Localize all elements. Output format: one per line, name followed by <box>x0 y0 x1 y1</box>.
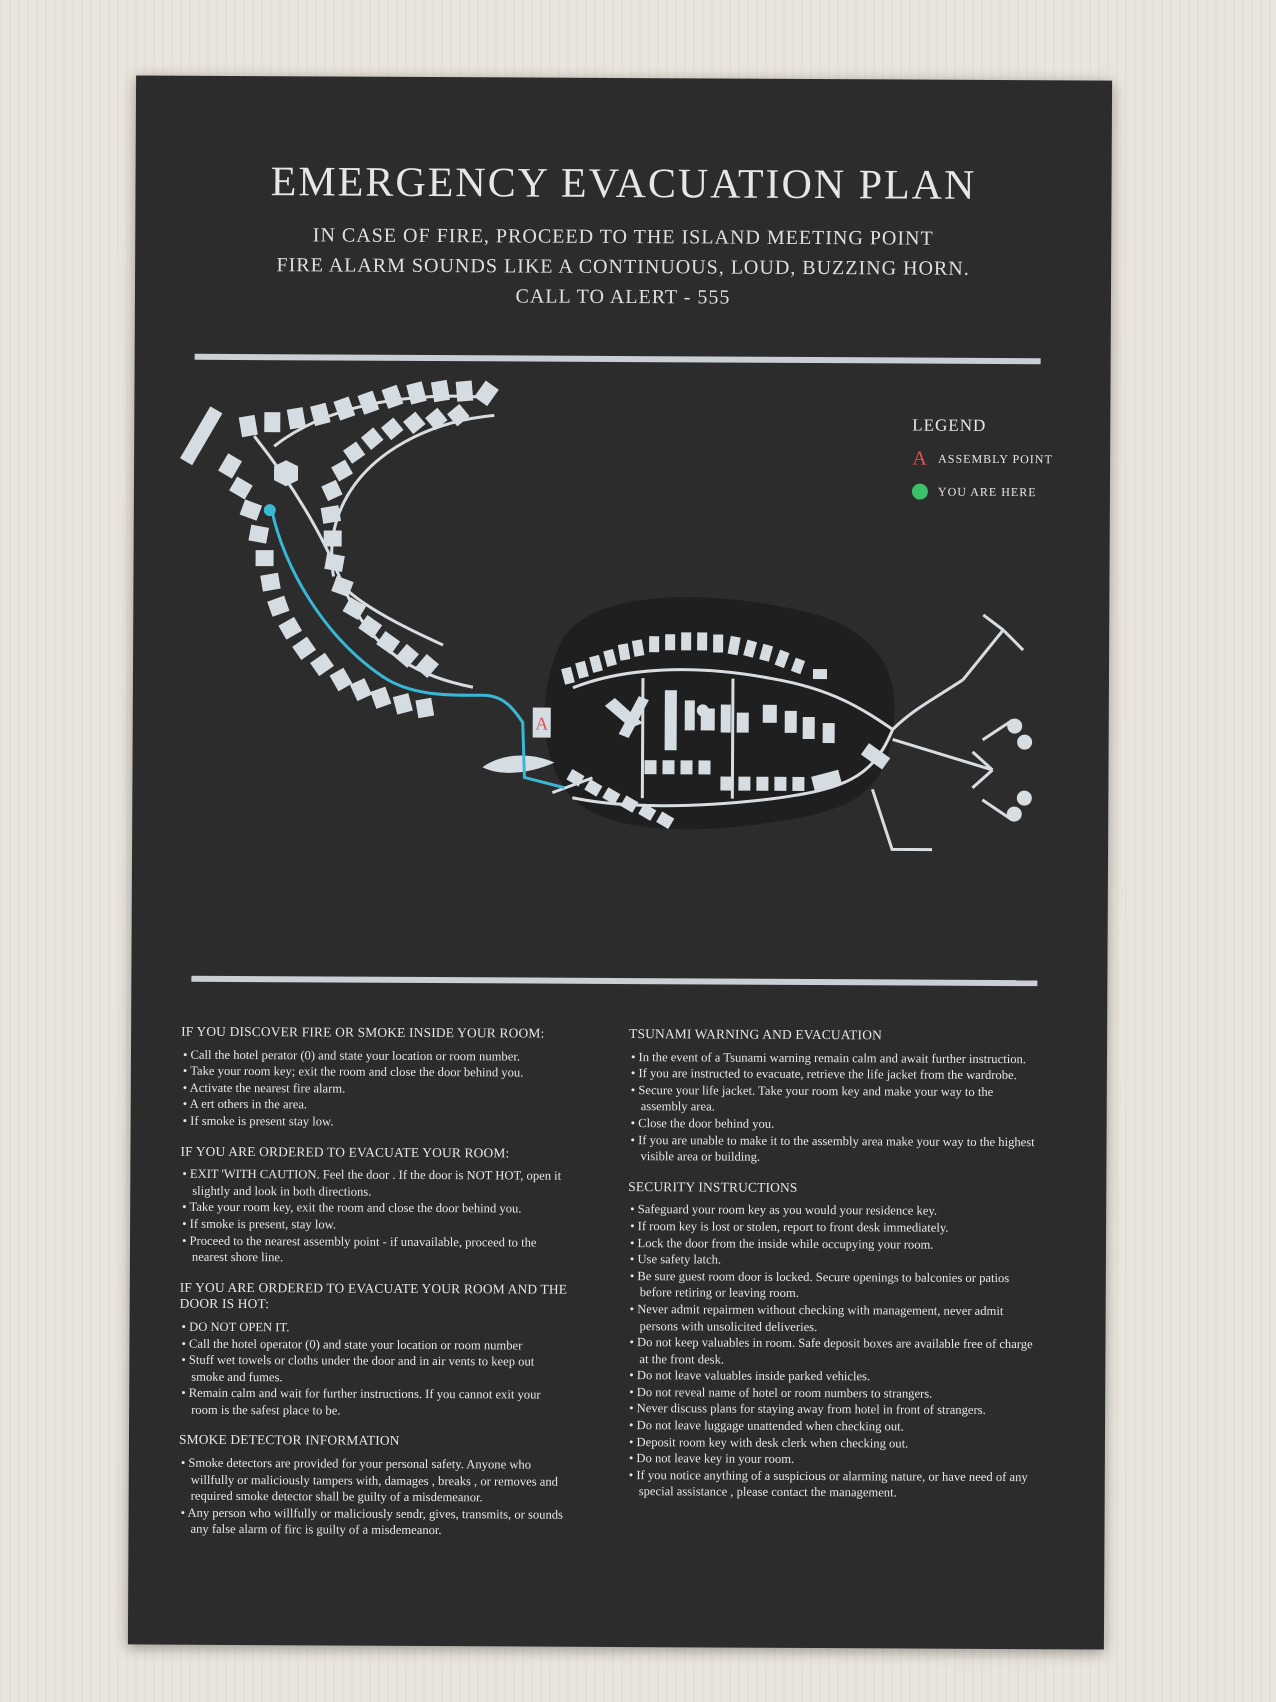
right-instructions-column <box>627 1026 1038 1516</box>
list-item: • If you notice anything of a suspicious or alarming nature, or have need of any special assistance , please contact the management. <box>627 1467 1035 1502</box>
list-item: • Stuff wet towels or cloths under the door and in air vents to keep out smoke and fumes. <box>179 1352 569 1387</box>
alert-number-line: CALL TO ALERT - 555 <box>515 285 731 309</box>
list-item: • Take your room key, exit the room and close the door behind you. <box>180 1199 570 1218</box>
list-item: • If room key is lost or stolen, report to front desk immediately. <box>628 1218 1036 1237</box>
hot-door-list <box>179 1319 570 1421</box>
list-item: • Smoke detectors are provided for your personal safety. Anyone who willfully or maliciously tampers with, damages , breaks , or removes and required smoke detector shall be guilty of a misdemeanor. <box>179 1455 569 1507</box>
you-are-here-marker <box>264 504 276 516</box>
assembly-point-icon: A <box>912 447 928 470</box>
legend-title: LEGEND <box>912 415 987 435</box>
legend-you-are-here-row <box>912 484 1037 501</box>
list-item: • Proceed to the nearest assembly point - if unavailable, proceed to the nearest shore line. <box>180 1232 570 1267</box>
list-item: • Take your room key; exit the room and close the door behind you. <box>181 1063 571 1082</box>
ordered-list <box>180 1166 571 1268</box>
list-item: • EXIT 'WITH CAUTION. Feel the door . If the door is NOT HOT, open it slightly and look in both directions. <box>180 1166 570 1201</box>
smoke-detector-heading: SMOKE DETECTOR INFORMATION <box>178 1432 400 1449</box>
tsunami-heading: TSUNAMI WARNING AND EVACUATION <box>629 1026 883 1043</box>
fire-instruction-line: IN CASE OF FIRE, PROCEED TO THE ISLAND MEETING POINT <box>312 224 934 250</box>
legend-assembly-row <box>912 448 1053 472</box>
sign-title: EMERGENCY EVACUATION PLAN <box>270 159 977 209</box>
list-item: • Activate the nearest fire alarm. <box>181 1079 571 1098</box>
tsunami-list <box>628 1049 1037 1167</box>
list-item: • Do not keep valuables in room. Safe deposit boxes are available free of charge at the front desk. <box>627 1334 1035 1369</box>
list-item: • Be sure guest room door is locked. Secure openings to balconies or patios before retiring or leaving room. <box>628 1268 1036 1303</box>
list-item: • Do not leave luggage unattended when checking out. <box>627 1417 1035 1436</box>
ordered-heading: IF YOU ARE ORDERED TO EVACUATE YOUR ROOM: <box>180 1143 510 1160</box>
list-item: • In the event of a Tsunami warning remain calm and await further instruction. <box>629 1049 1037 1068</box>
top-divider <box>195 354 1041 364</box>
list-item: • If smoke is present stay low. <box>181 1113 571 1132</box>
jetty <box>972 615 1031 820</box>
list-item: • Never admit repairmen without checking with management, never admit persons with unsolicited deliveries. <box>628 1301 1036 1336</box>
security-list <box>627 1201 1037 1502</box>
list-item: • Do not leave valuables inside parked vehicles. <box>627 1367 1035 1386</box>
list-item: • Never discuss plans for staying away from hotel in front of strangers. <box>627 1401 1035 1420</box>
left-instructions-column <box>178 1024 571 1554</box>
list-item: • Any person who willfully or maliciously sendr, gives, transmits, or sounds any false alarm of firc is guilty of a misdemeanor. <box>178 1505 568 1540</box>
list-item: • Remain calm and wait for further instructions. If you cannot exit your room is the safest place to be. <box>179 1385 569 1420</box>
list-item: • Call the hotel perator (0) and state your location or room number. <box>181 1046 571 1065</box>
list-item: • Lock the door from the inside while occupying your room. <box>628 1235 1036 1254</box>
assembly-point-marker: A <box>535 713 549 734</box>
list-item: • A ert others in the area. <box>181 1096 571 1115</box>
list-item: • Close the door behind you. <box>629 1115 1037 1134</box>
list-item: • If smoke is present, stay low. <box>180 1216 570 1235</box>
hot-door-heading: IF YOU ARE ORDERED TO EVACUATE YOUR ROOM AND THE DOOR IS HOT: <box>179 1279 568 1312</box>
list-item: • Secure your life jacket. Take your room key and make your way to the assembly area. <box>629 1082 1037 1117</box>
discover-heading: IF YOU DISCOVER FIRE OR SMOKE INSIDE YOUR ROOM: <box>181 1023 545 1041</box>
legend-assembly-label: ASSEMBLY POINT <box>938 451 1053 467</box>
alarm-description-line: FIRE ALARM SOUNDS LIKE A CONTINUOUS, LOUD, BUZZING HORN. <box>276 254 970 280</box>
discover-list <box>181 1046 571 1131</box>
list-item: • Call the hotel operator (0) and state your location or room number <box>179 1335 569 1354</box>
list-item: • Deposit room key with desk clerk when checking out. <box>627 1434 1035 1453</box>
security-heading: SECURITY INSTRUCTIONS <box>628 1178 798 1195</box>
list-item: • Do not reveal name of hotel or room numbers to strangers. <box>627 1384 1035 1403</box>
you-are-here-icon <box>912 484 928 500</box>
list-item: • Safeguard your room key as you would your residence key. <box>628 1201 1036 1220</box>
list-item: • DO NOT OPEN IT. <box>180 1319 570 1338</box>
legend-you-are-here-label: YOU ARE HERE <box>937 484 1037 499</box>
list-item: • Use safety latch. <box>628 1251 1036 1270</box>
list-item: • If you are unable to make it to the assembly area make your way to the highest visible area or building. <box>628 1132 1036 1167</box>
bottom-divider <box>191 976 1037 986</box>
list-item: • Do not leave key in your room. <box>627 1450 1035 1469</box>
smoke-detector-list <box>178 1455 568 1540</box>
list-item: • If you are instructed to evacuate, retrieve the life jacket from the wardrobe. <box>629 1065 1037 1084</box>
evacuation-sign <box>128 75 1112 1649</box>
